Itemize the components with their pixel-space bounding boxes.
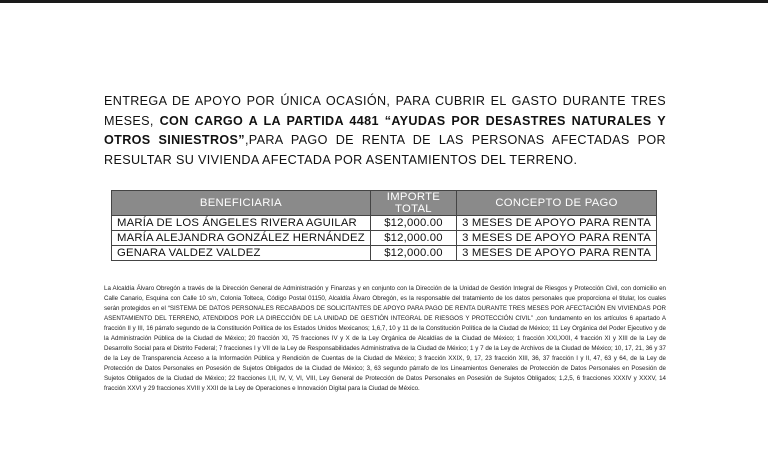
amount: $12,000.00 xyxy=(370,246,456,261)
table-row xyxy=(112,216,657,231)
intro-text-2: ,PARA PAGO DE RENTA DE LAS PERSONAS AFECTADAS POR RESULTAR SU VIVIENDA AFECTADA POR ASENTAMIENTOS DEL TERRENO. xyxy=(104,133,666,167)
table-header-row xyxy=(112,191,657,216)
beneficiary-name: GENARA VALDEZ VALDEZ xyxy=(112,246,371,261)
intro-text-bold: CON CARGO A LA PARTIDA 4481 “AYUDAS POR DESASTRES NATURALES Y OTROS SINIESTROS” xyxy=(104,113,666,147)
payment-concept: 3 MESES DE APOYO PARA RENTA xyxy=(457,246,657,261)
privacy-notice: La Alcaldía Álvaro Obregón a través de la Dirección General de Administración y Finanzas y en conjunto con la Dirección de la Unidad de Gestión Integral de Riesgos y Protección Civil, con domicilio en Calle Canario, Esquina con Calle 10 s/n, Colonia Tolteca, Código Postal 01150, Alcaldía Álvaro Obregón, es la responsable del tratamiento de los datos personales que proporciona el titular, los cuales serán protegidos en el “SISTEMA DE DATOS PERSONALES RECABADOS DE SOLICITANTES DE APOYO PARA PAGO DE RENTA DURANTE TRES MESES POR AFECTACIÓN EN VIVIENDAS POR ASENTAMIENTO DEL TERRENO, ATENDIDOS POR LA DIRECCIÓN DE LA UNIDAD DE GESTIÓN INTEGRAL DE RIESGOS Y PROTECCIÓN CIVIL” ,con fundamento en los artículos 6 apartado A fracción II y III, 16 párrafo segundo de la Constitución Política de los Estados Unidos Mexicanos; 1,6,7, 10 y 11 de la Constitución Política de la Ciudad de México; 11 Ley Orgánica del Poder Ejecutivo y de la Administración Pública de la Ciudad de México; 20 fracción XI, 75 fracciones IV y X de la Ley Orgánica de Alcaldías de la Ciudad de México; 1 fracción XXI,XXII, 4 fracción XI y XIII de la Ley de Desarrollo Social para el Distrito Federal; 7 fracciones I y VII de la Ley de Responsabilidades Administrativa de la Ciudad de México; 1 y 7 de la Ley de Archivos de la Ciudad de México; 10, 17, 21, 36 y 37 de la Ley de Transparencia Acceso a la Información Pública y Rendición de Cuentas de la Ciudad de México; 3 fracción XXIX, 9, 17, 23 fracción XIII, 36, 37 fracción I y II, 47, 63 y 64, de la Ley de Protección de Datos Personales en Posesión de Sujetos Obligados de la Ciudad de México; 3, 63 segundo párrafo de los Lineamientos Generales de Protección de Datos Personales en Posesión de Sujetos Obligados de la Ciudad de México; 22 fracciones I,II, IV, V, VI, VIII, Ley General de Protección de Datos Personales en Posesión de Sujetos Obligados; 1,2,5, 6 fracciones XXXIV y XXXV, 14 fracción XXVI y 29 fracciones XVIII y XXII de la Ley de Operaciones e Innovación Digital para la Ciudad de México. xyxy=(104,285,666,392)
payment-concept: 3 MESES DE APOYO PARA RENTA xyxy=(457,216,657,231)
beneficiaries-table xyxy=(111,190,657,261)
amount: $12,000.00 xyxy=(370,231,456,246)
top-border xyxy=(0,0,768,3)
amount: $12,000.00 xyxy=(370,216,456,231)
beneficiary-name: MARÍA DE LOS ÁNGELES RIVERA AGUILAR xyxy=(112,216,371,231)
table-row xyxy=(112,231,657,246)
payment-concept: 3 MESES DE APOYO PARA RENTA xyxy=(457,231,657,246)
header-importe-total: IMPORTE TOTAL xyxy=(370,191,456,216)
header-concepto-de-pago: CONCEPTO DE PAGO xyxy=(457,191,657,216)
beneficiary-name: MARÍA ALEJANDRA GONZÁLEZ HERNÁNDEZ xyxy=(112,231,371,246)
intro-paragraph xyxy=(104,92,666,170)
header-beneficiaria: BENEFICIARIA xyxy=(112,191,371,216)
intro-text-1: ENTREGA DE APOYO POR ÚNICA OCASIÓN, PARA CUBRIR EL GASTO DURANTE TRES MESES, xyxy=(104,94,666,128)
table-row xyxy=(112,246,657,261)
